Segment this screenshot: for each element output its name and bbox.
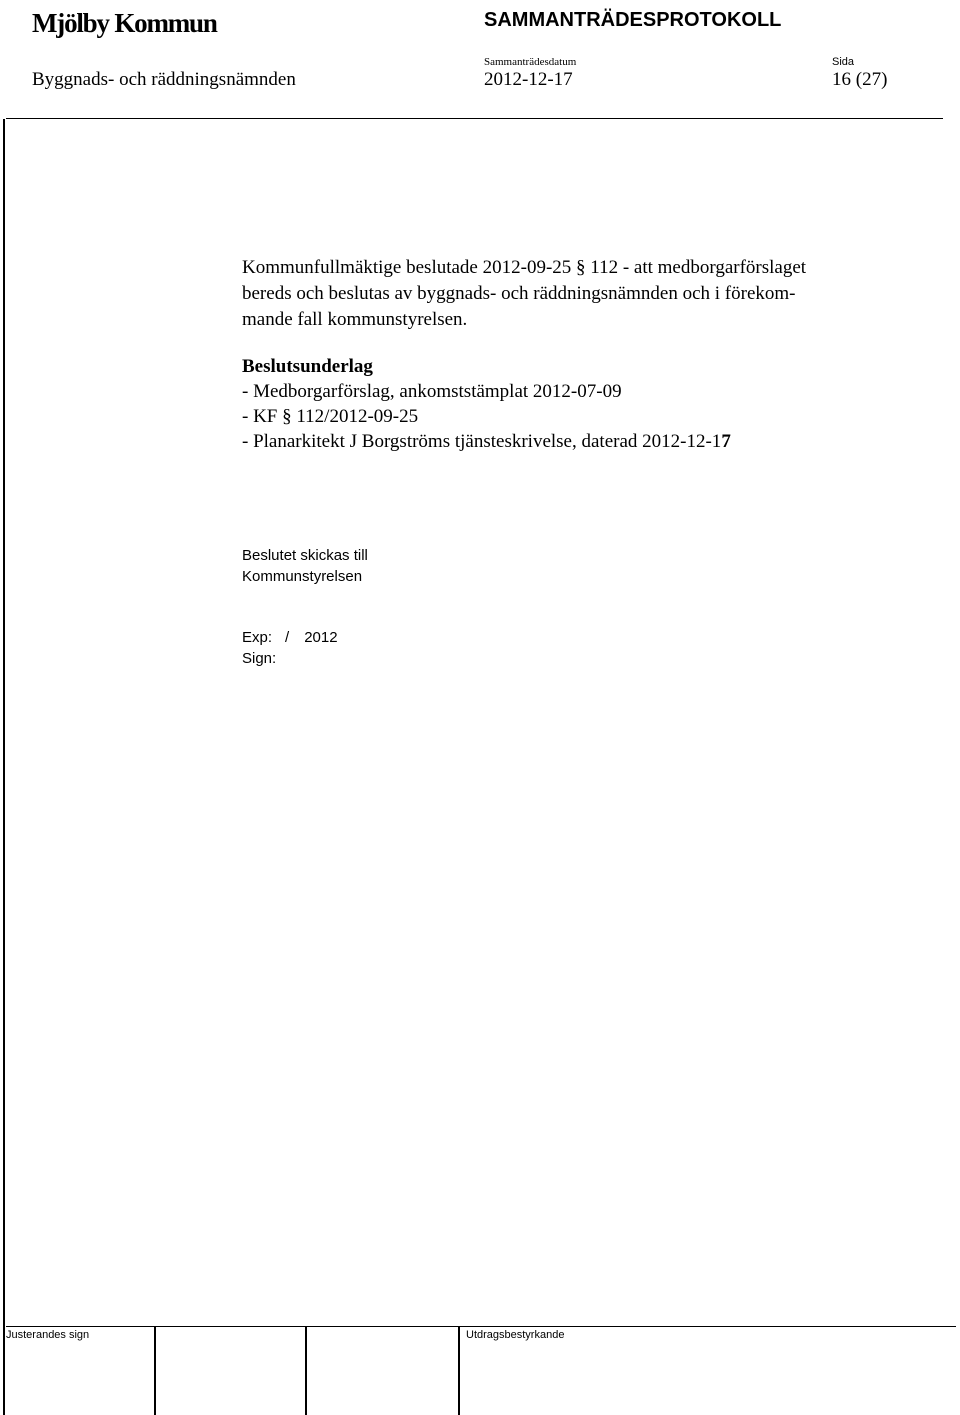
- distribution-label: Beslutet skickas till: [242, 547, 368, 564]
- basis-item: - Medborgarförslag, ankomststämplat 2012-07-09: [242, 381, 622, 402]
- meeting-date: 2012-12-17: [484, 69, 573, 90]
- exp-slash: /: [285, 629, 290, 646]
- basis-item-last: [242, 429, 731, 454]
- date-label: Sammanträdesdatum: [484, 56, 577, 68]
- expedition-block: [242, 627, 338, 669]
- signature-box-divider: [3, 1326, 5, 1415]
- intro-line: Kommunfullmäktige beslutade 2012-09-25 § 112 - att medborgarförslaget: [242, 257, 807, 278]
- footer-divider: [6, 1326, 956, 1327]
- sign-label: Sign:: [242, 650, 277, 667]
- extract-certification-label: Utdragsbestyrkande: [466, 1329, 565, 1341]
- basis-item: - KF § 112/2012-09-25: [242, 406, 419, 427]
- exp-label: Exp:: [242, 629, 273, 646]
- page-label: Sida: [832, 56, 855, 68]
- basis-item-text: - Planarkitekt J Borgströms tjänsteskrivelse, daterad 2012-12-1: [242, 431, 722, 452]
- decision-basis: [242, 354, 731, 454]
- organization-name: Mjölby Kommun: [32, 8, 217, 38]
- committee-name: Byggnads- och räddningsnämnden: [32, 69, 296, 90]
- header-divider: [6, 118, 943, 119]
- document-title: SAMMANTRÄDESPROTOKOLL: [484, 9, 782, 31]
- basis-item-tail: 7: [721, 431, 731, 452]
- distribution-block: [242, 545, 368, 587]
- exp-year: 2012: [304, 629, 338, 646]
- page-number: 16 (27): [832, 69, 888, 90]
- intro-line: bereds och beslutas av byggnads- och räddningsnämnden och i förekom-: [242, 283, 796, 304]
- decision-intro: [242, 255, 882, 333]
- exp-line: [242, 627, 338, 648]
- decision-basis-heading: Beslutsunderlag: [242, 356, 373, 377]
- left-margin-line: [3, 119, 5, 1326]
- distribution-recipient: Kommunstyrelsen: [242, 568, 363, 585]
- signature-box-divider: [458, 1326, 460, 1415]
- signature-box-divider: [305, 1326, 307, 1415]
- intro-line: mande fall kommunstyrelsen.: [242, 309, 468, 330]
- signature-box-divider: [154, 1326, 156, 1415]
- adjusting-signature-label: Justerandes sign: [6, 1329, 90, 1341]
